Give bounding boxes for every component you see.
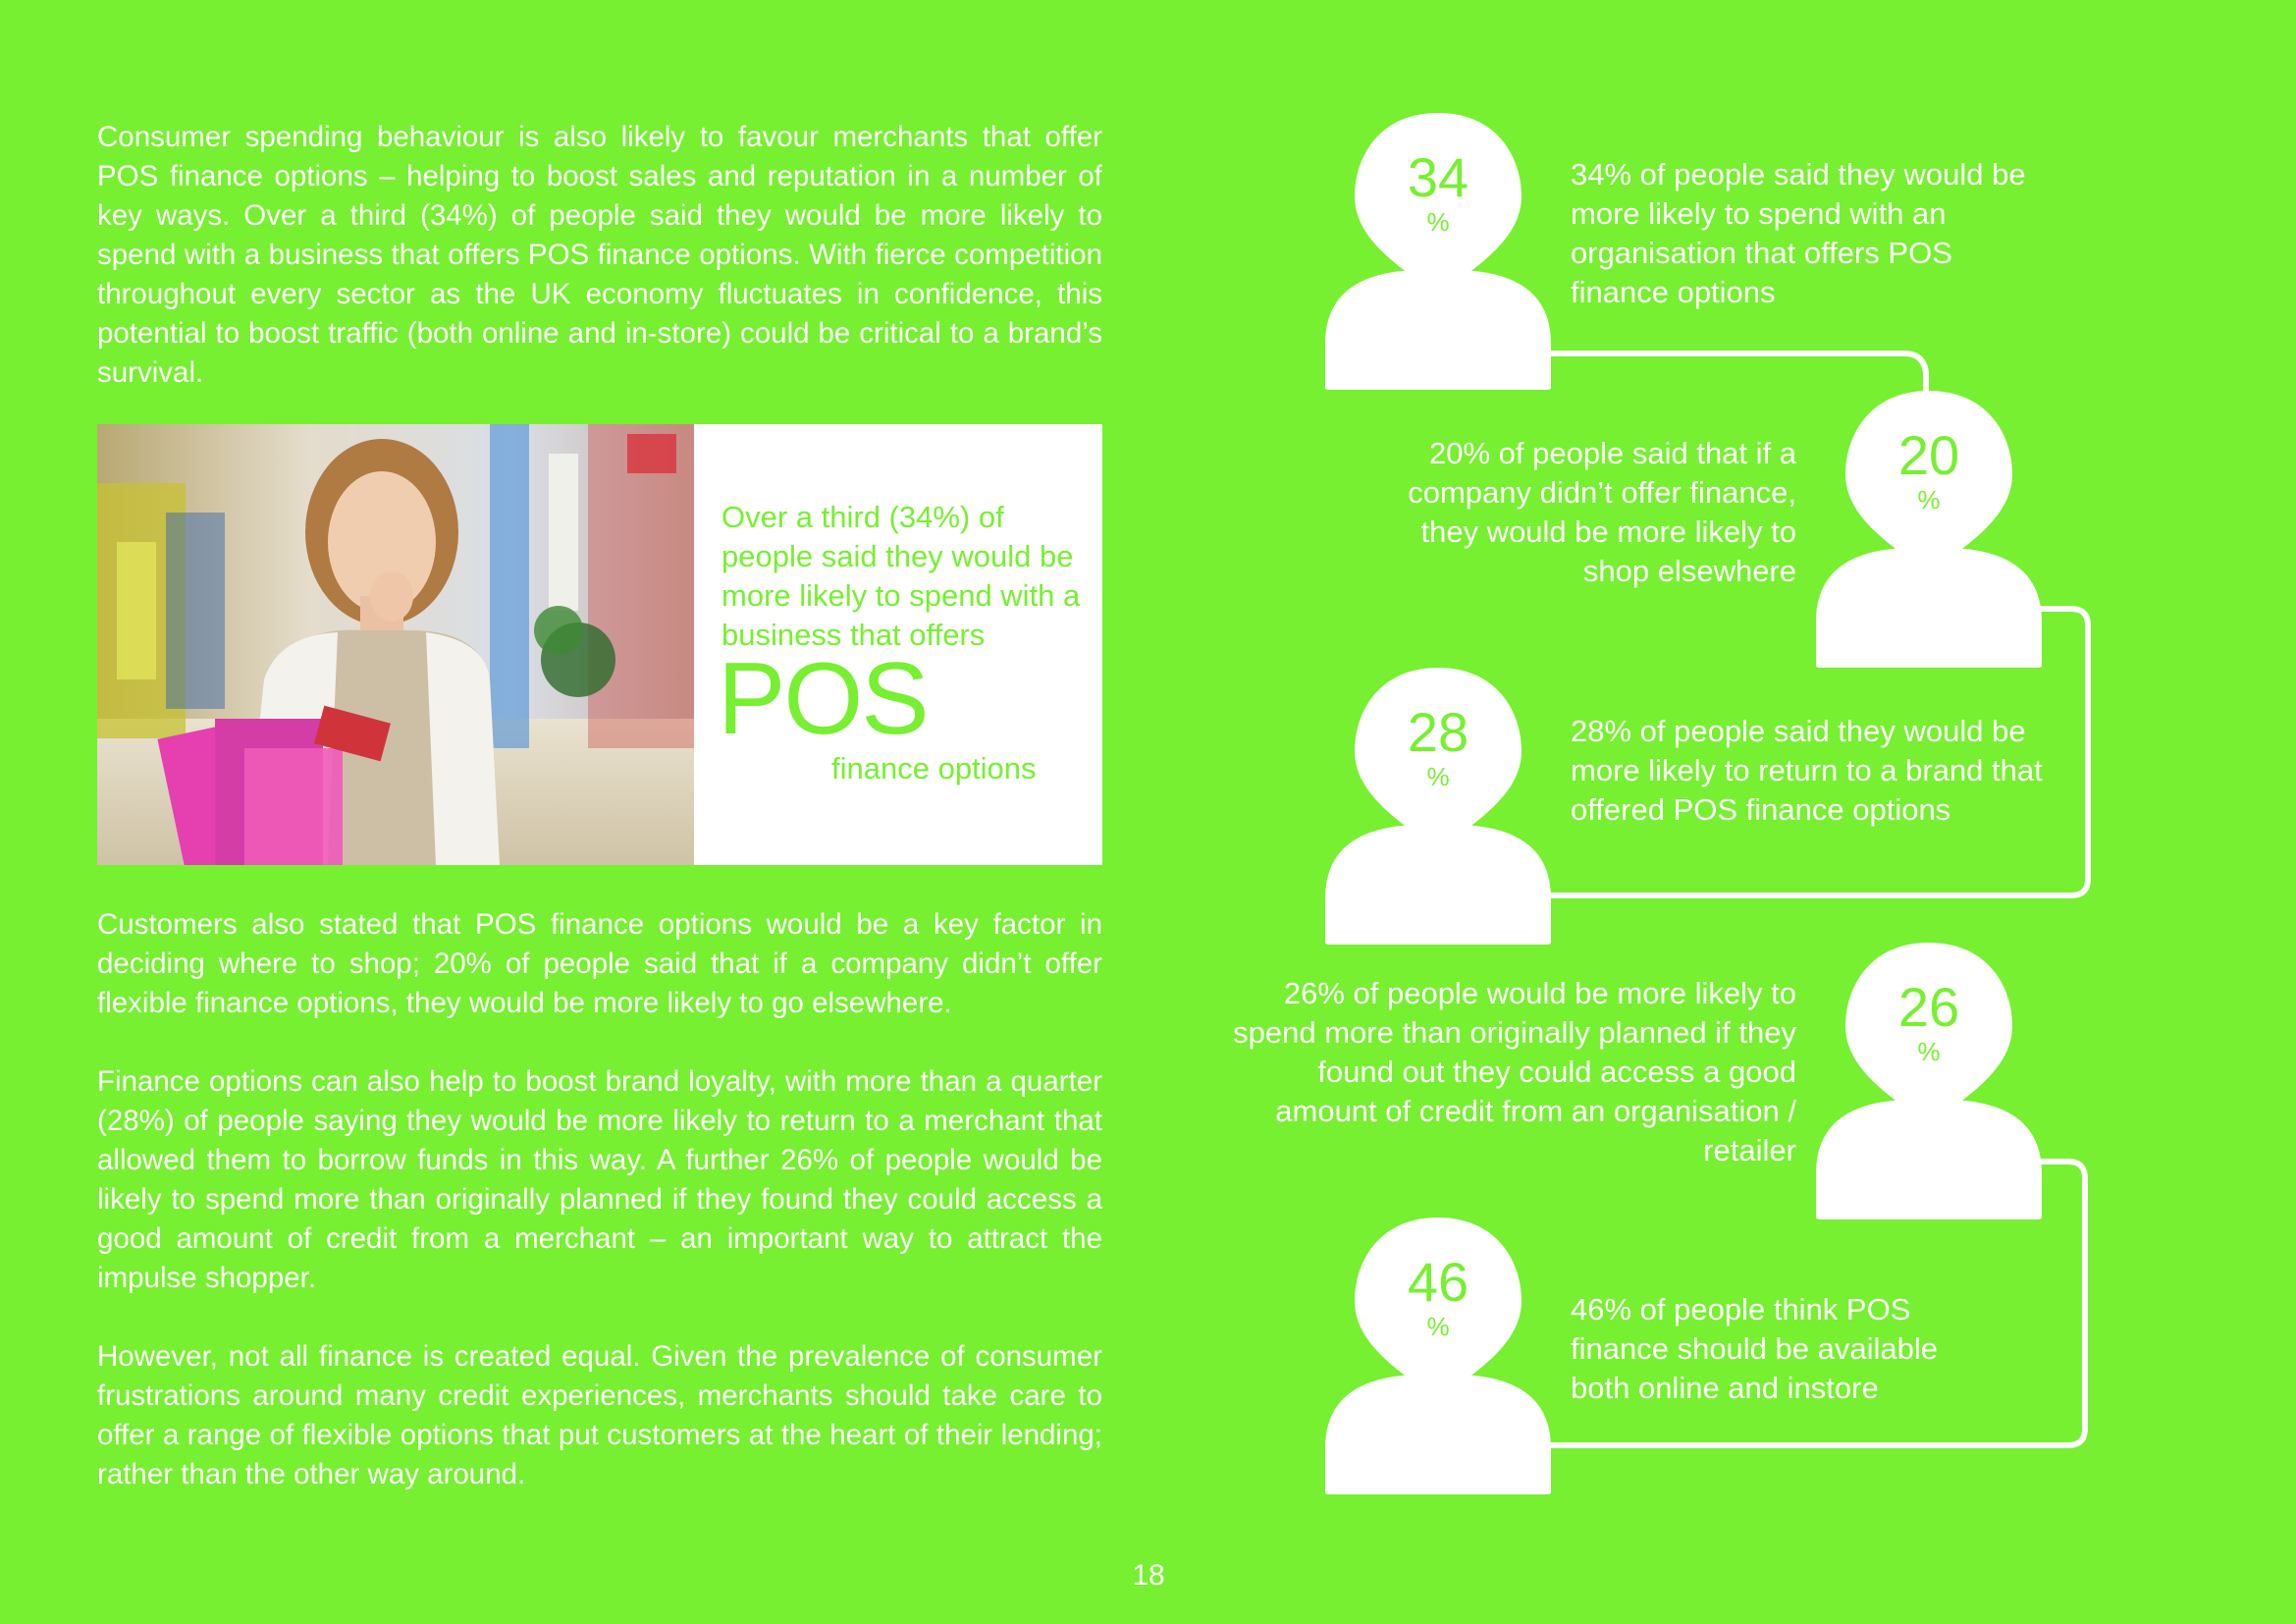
intro-paragraph: Consumer spending behaviour is also likely to favour merchants that offer POS finance options – helping to boost sales and reputation in a number of key ways. Over a third (34%) of people said they would be more likely to spend with a business that offers POS finance options. With fierce competition throughout every sector as the UK economy fluctuates in confidence, this potential to boost traffic (both online and in-store) could be critical to a brand’s survival. xyxy=(97,121,1102,389)
stat-value: 28 xyxy=(1407,701,1469,763)
percent-sign: % xyxy=(1426,1312,1450,1341)
customers-paragraph: Customers also stated that POS finance options would be a key factor in deciding where to shop; 20% of people said that if a company didn’t offer flexible finance options, they would be more likely to go elsewhere. xyxy=(97,908,1102,1019)
callout-subtext: finance options xyxy=(831,751,1037,785)
percent-sign: % xyxy=(1426,207,1450,237)
stat-text-28: 28% of people said they would be more likely to return to a brand that offered POS finance options xyxy=(1571,714,2043,827)
callout-pos-headline: POS xyxy=(718,642,928,756)
closing-paragraph: However, not all finance is created equal. Given the prevalence of consumer frustrations around many credit experiences, merchants should take care to offer a range of flexible options that put customers at the heart of their lending; rather than the other way around. xyxy=(97,1340,1102,1490)
person-icon-20 xyxy=(1816,391,2042,671)
percent-sign: % xyxy=(1917,1037,1941,1066)
stat-text-46: 46% of people think POS finance should be available both online and instore xyxy=(1571,1292,1938,1405)
loyalty-paragraph: Finance options can also help to boost brand loyalty, with more than a quarter (28%) of people saying they would be more likely to return to a merchant that allowed them to borrow funds in this way. A further 26% of people would be likely to spend more than originally planned if they found they could access a good amount of credit from a merchant – an important way to attract the impulse shopper. xyxy=(97,1065,1102,1294)
percent-sign: % xyxy=(1917,485,1941,514)
person-icon-46 xyxy=(1325,1218,1551,1497)
stat-value: 20 xyxy=(1897,424,1960,486)
stat-text-20: 20% of people said that if a company didn’t offer finance, they would be more likely to shop elsewhere xyxy=(1408,436,1796,588)
person-icon-28 xyxy=(1325,668,1551,947)
person-icon-26 xyxy=(1816,943,2042,1222)
stat-text-26: 26% of people would be more likely to spend more than originally planned if they found out they could access a good amount of credit from an organisation / retailer xyxy=(1233,976,1796,1167)
person-icon-34 xyxy=(1325,113,1551,393)
stat-value: 34 xyxy=(1407,146,1469,208)
stat-value: 46 xyxy=(1407,1251,1469,1313)
percent-sign: % xyxy=(1426,762,1450,791)
stat-text-34: 34% of people said they would be more likely to spend with an organisation that offers POS finance options xyxy=(1571,157,2026,309)
page-number: 18 xyxy=(1132,1559,1165,1592)
callout-text: Over a third (34%) of people said they would be more likely to spend with a business that offers xyxy=(721,500,1081,652)
stat-value: 26 xyxy=(1897,976,1960,1038)
